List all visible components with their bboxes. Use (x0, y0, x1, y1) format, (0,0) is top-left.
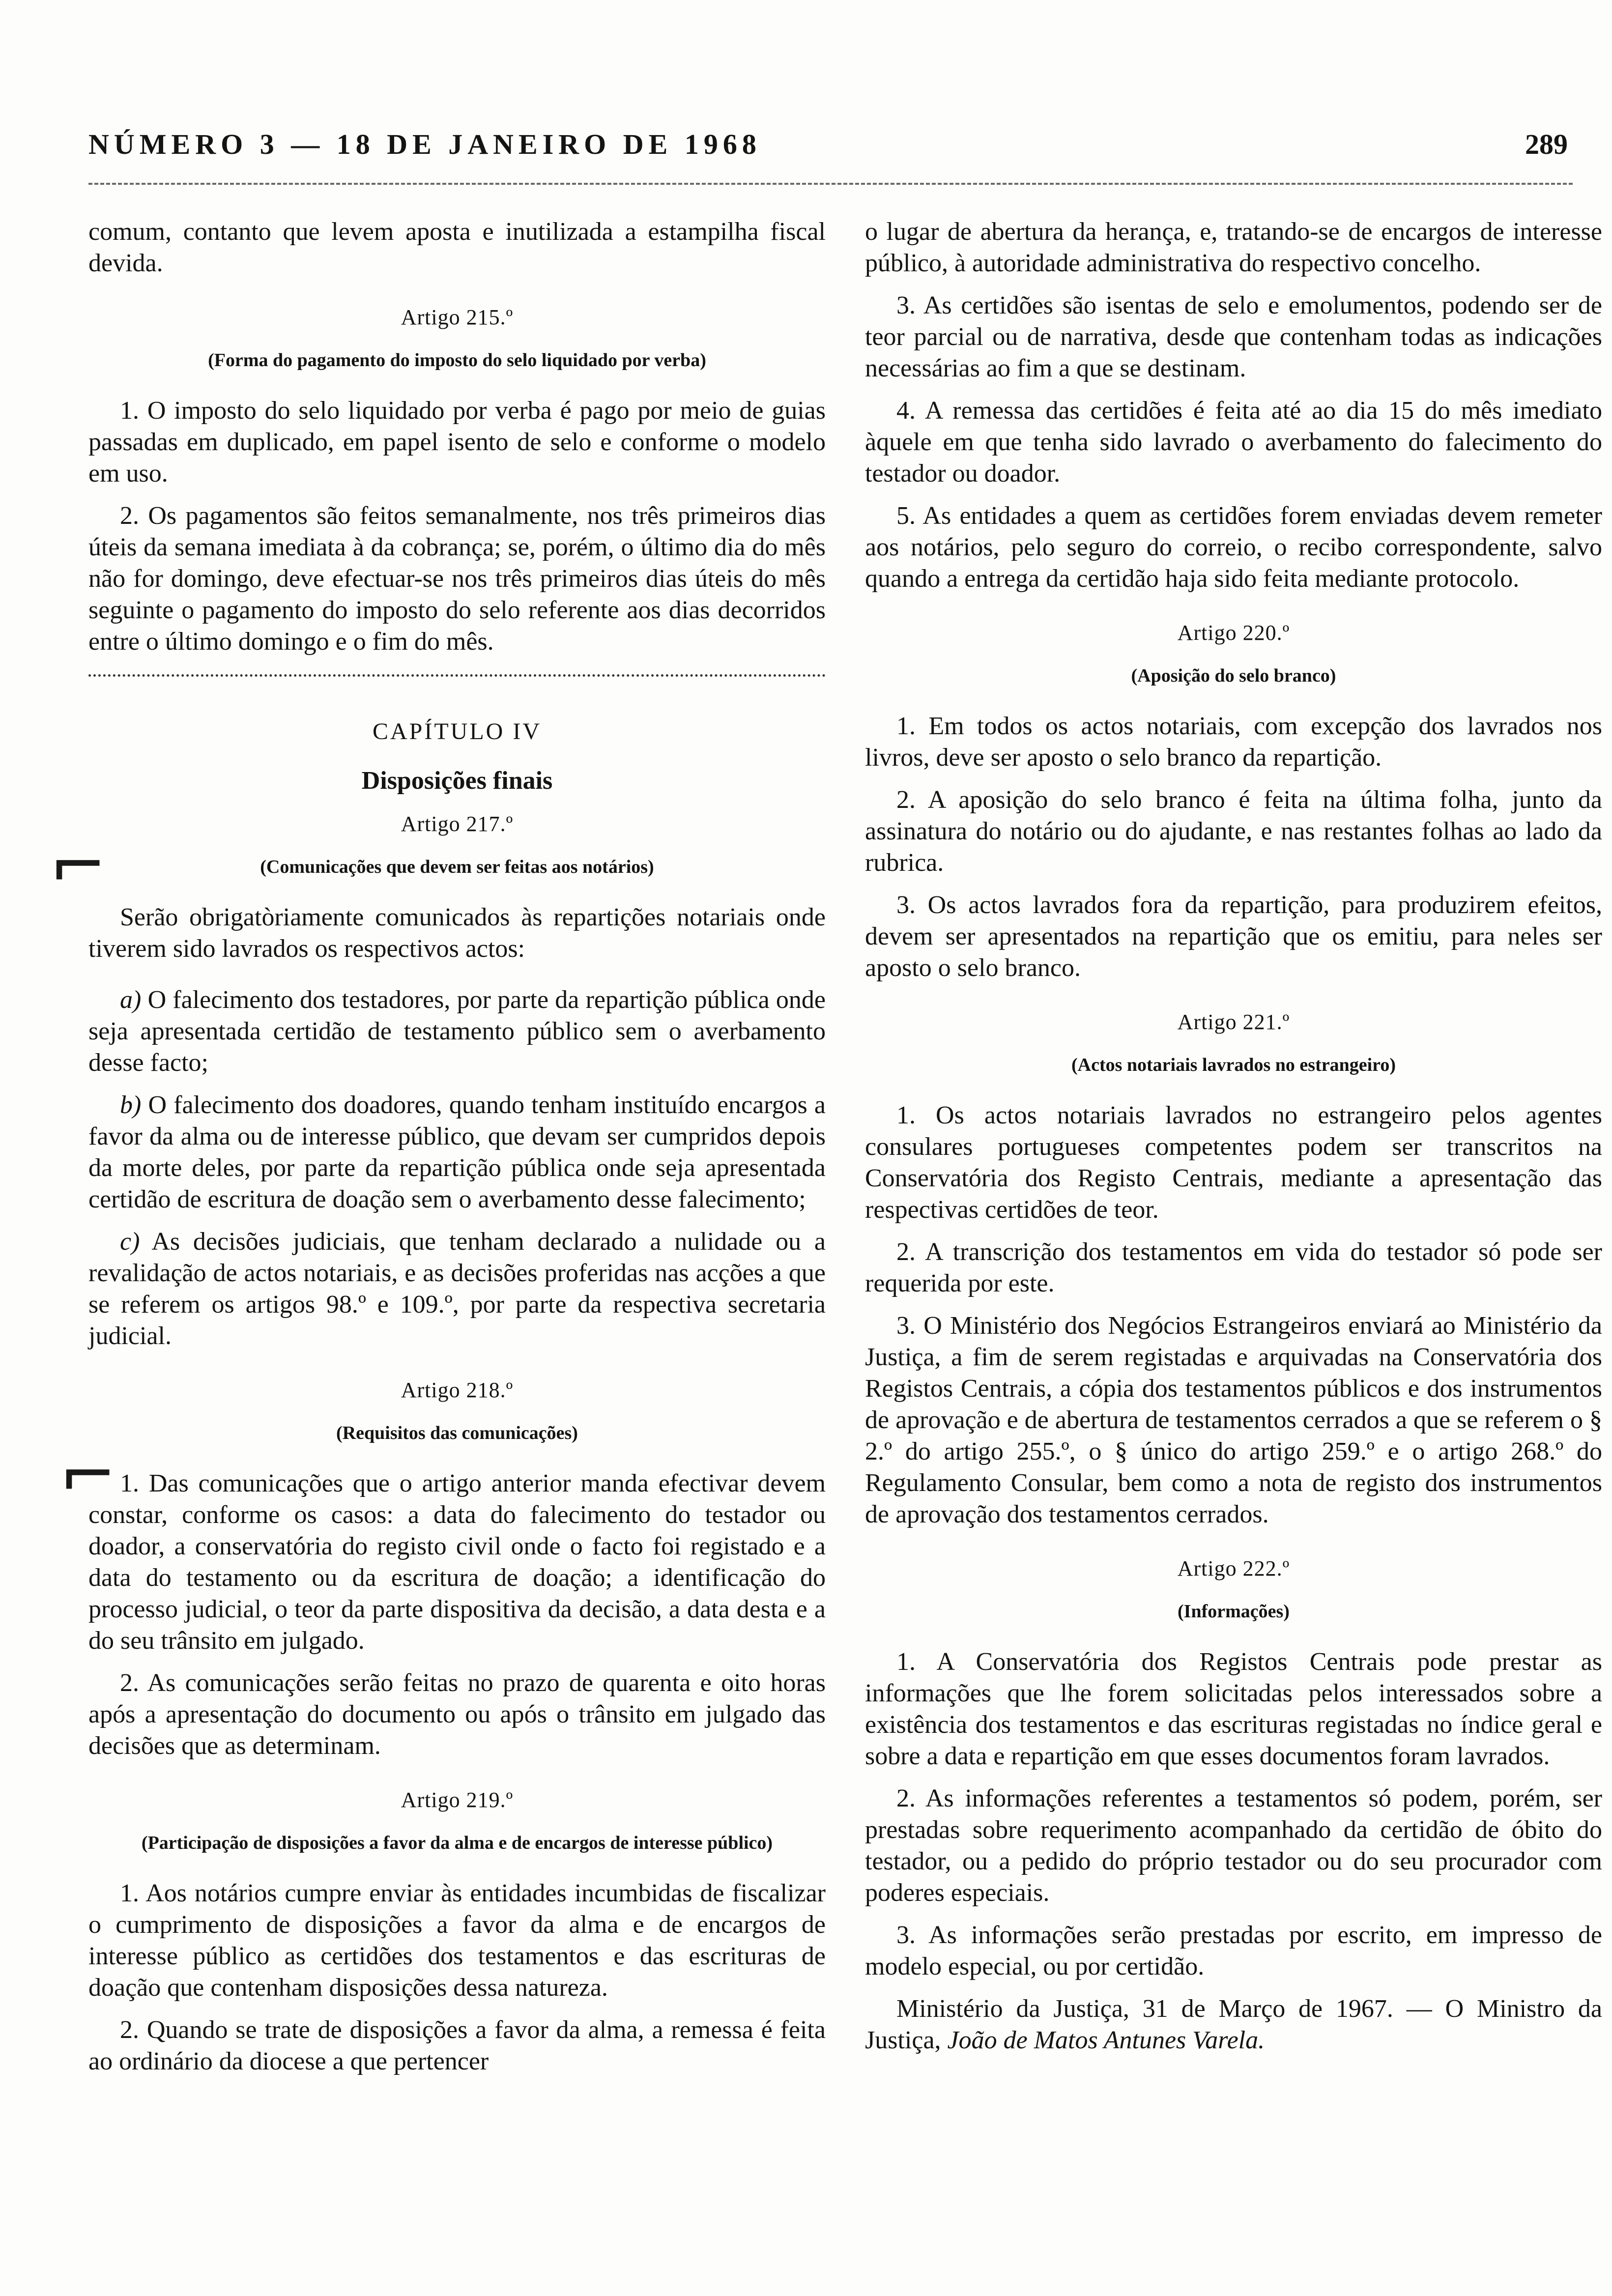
article-221-paragraph-1: 1. Os actos notariais lavrados no estrangeiro pelos agentes consulares portugueses competentes podem ser transcritos na Conservatória dos Registo Centrais, mediante a apresentação das respectivas certidões de teor. (865, 1101, 1602, 1224)
article-221-subtitle: (Actos notariais lavrados no estrangeiro) (1071, 1055, 1396, 1075)
article-215-label: Artigo 215.º (401, 305, 514, 329)
article-221-label: Artigo 221.º (1177, 1010, 1290, 1034)
article-219-subtitle: (Participação de disposições a favor da alma e de encargos de interesse público) (141, 1833, 773, 1853)
article-218-label: Artigo 218.º (401, 1378, 514, 1402)
margin-bracket-mark-icon: ⌐ (59, 1435, 117, 1515)
article-219-paragraph-4: 4. A remessa das certidões é feita até ao dia 15 do mês imediato àquele em que tenha sido lavrado o averbamento do falecimento do testador ou doador. (865, 397, 1602, 488)
article-217-item-c (88, 1226, 826, 1352)
article-218-paragraph-2: 2. As comunicações serão feitas no prazo de quarenta e oito horas após a apresentação do documento ou após o trânsito em julgado das decisões que as determinam. (88, 1669, 826, 1760)
item-c-text: As decisões judiciais, que tenham declarado a nulidade ou a revalidação de actos notariais, e as decisões proferidas nas acções a que se referem os artigos 98.º e 109.º, por parte da respectiva secretaria judicial. (88, 1228, 826, 1350)
article-222-paragraph-3: 3. As informações serão prestadas por escrito, em impresso de modelo especial, ou por certidão. (865, 1921, 1602, 1980)
article-215-subtitle: (Forma do pagamento do imposto do selo liquidado por verba) (208, 350, 706, 371)
header-rule (88, 183, 1573, 185)
continued-paragraph-right: o lugar de abertura da herança, e, tratando-se de encargos de interesse público, à autoridade administrativa do respectivo concelho. (865, 218, 1602, 277)
page-number: 289 (1525, 128, 1568, 160)
article-217-item-a (88, 984, 826, 1079)
article-219-paragraph-3: 3. As certidões são isentas de selo e emolumentos, podendo ser de teor parcial ou de narrativa, desde que contenham todas as indicações necessárias ao fim a que se destinam. (865, 291, 1602, 382)
item-b-label: b) (120, 1091, 142, 1119)
article-222-paragraph-2: 2. As informações referentes a testamentos só podem, porém, ser prestadas sobre requerimento acompanhado da certidão de óbito do testador, ou a pedido do próprio testador ou do seu procurador com poderes especiais. (865, 1784, 1602, 1907)
signature-block (865, 1993, 1602, 2056)
right-column (865, 216, 1602, 2067)
item-a-text: O falecimento dos testadores, por parte da repartição pública onde seja apresentada certidão de testamento público sem o averbamento desse facto; (88, 986, 826, 1077)
article-220-subtitle: (Aposição do selo branco) (1131, 665, 1336, 686)
article-217-item-b (88, 1090, 826, 1215)
page-header (88, 128, 1573, 172)
article-219-label: Artigo 219.º (401, 1788, 514, 1812)
article-221-paragraph-3: 3. O Ministério dos Negócios Estrangeiros enviará ao Ministério da Justiça, a fim de serem registadas e arquivadas na Conservatória dos Registos Centrais, a cópia dos testamentos públicos e dos instrumentos de aprovação e de abertura de testamentos cerrados a que se referem o § 2.º do artigo 255.º, o § único do artigo 259.º e o artigo 268.º do Regulamento Consular, bem como a nota de registo dos instrumentos de aprovação dos testamentos cerrados. (865, 1312, 1603, 1528)
article-217-label: Artigo 217.º (401, 812, 514, 836)
article-222-subtitle: (Informações) (1178, 1601, 1290, 1622)
signature-text: Ministério da Justiça, 31 de Março de 1967. — O Ministro da Justiça, (865, 1995, 1602, 2054)
article-220-label: Artigo 220.º (1177, 621, 1290, 645)
article-222-label: Artigo 222.º (1177, 1556, 1290, 1580)
article-218-subtitle: (Requisitos das comunicações) (336, 1423, 578, 1443)
article-220-paragraph-2: 2. A aposição do selo branco é feita na última folha, junto da assinatura do notário ou do ajudante, e nas restantes folhas ao lado da rubrica. (865, 786, 1602, 877)
article-218-paragraph-1: 1. Das comunicações que o artigo anterior manda efectivar devem constar, conforme os casos: a data do falecimento do testador ou doador, a conservatória do registo civil onde o facto foi registado e a data do testamento ou da escritura de doação; a identificação do processo judicial, o teor da parte dispositiva da decisão, a data desta e a do seu trânsito em julgado. (88, 1469, 826, 1655)
article-220-paragraph-1: 1. Em todos os actos notariais, com excepção dos lavrados nos livros, deve ser aposto o selo branco da repartição. (865, 712, 1602, 772)
signature-name: João de Matos Antunes Varela. (947, 2026, 1265, 2054)
article-219-paragraph-1: 1. Aos notários cumpre enviar às entidades incumbidas de fiscalizar o cumprimento de disposições a favor da alma e de encargos de interesse público as certidões dos testamentos e das escrituras de doação que contenham disposições dessa natureza. (88, 1879, 826, 2002)
continued-paragraph: comum, contanto que levem aposta e inutilizada a estampilha fiscal devida. (88, 218, 826, 277)
header-title: NÚMERO 3 — 18 DE JANEIRO DE 1968 (88, 128, 761, 160)
item-c-label: c) (120, 1228, 140, 1256)
article-217-intro: Serão obrigatòriamente comunicados às repartições notariais onde tiverem sido lavrados os respectivos actos: (88, 903, 826, 963)
chapter-label: CAPÍTULO IV (373, 718, 542, 745)
article-222-paragraph-1: 1. A Conservatória dos Registos Centrais pode prestar as informações que lhe forem solicitadas pelos interessados sobre a existência dos testamentos e das escrituras registadas no índice geral e sobre a data e repartição em que esses documentos foram lavrados. (865, 1648, 1602, 1770)
dotted-separator (88, 674, 826, 677)
article-215-paragraph-2: 2. Os pagamentos são feitos semanalmente, nos três primeiros dias úteis da semana imediata à da cobrança; se, porém, o último dia do mês não for domingo, deve efectuar-se nos três primeiros dias úteis do mês seguinte o pagamento do imposto do selo referente aos dias decorridos entre o último domingo e o fim do mês. (88, 502, 826, 656)
article-217-subtitle: (Comunicações que devem ser feitas aos notários) (260, 857, 654, 877)
chapter-title: Disposições finais (361, 767, 553, 795)
margin-bracket-mark-icon: ⌐ (49, 826, 107, 906)
article-221-paragraph-2: 2. A transcrição dos testamentos em vida do testador só pode ser requerida por este. (865, 1238, 1602, 1297)
article-219-paragraph-5: 5. As entidades a quem as certidões forem enviadas devem remeter aos notários, pelo seguro do correio, o recibo correspondente, salvo quando a entrega da certidão haja sido feita mediante protocolo. (865, 502, 1602, 593)
left-column (88, 216, 826, 2088)
item-a-label: a) (120, 986, 142, 1014)
article-219-paragraph-2: 2. Quando se trate de disposições a favor da alma, a remessa é feita ao ordinário da diocese a que pertencer (88, 2016, 826, 2075)
item-b-text: O falecimento dos doadores, quando tenham instituído encargos a favor da alma ou de interesse público, que devam ser cumpridos depois da morte deles, por parte da repartição pública onde seja apresentada certidão de escritura de doação sem o averbamento desse falecimento; (88, 1091, 826, 1213)
article-215-paragraph-1: 1. O imposto do selo liquidado por verba é pago por meio de guias passadas em duplicado, em papel isento de selo e conforme o modelo em uso. (88, 397, 826, 488)
article-220-paragraph-3: 3. Os actos lavrados fora da repartição, para produzirem efeitos, devem ser apresentados na repartição que os emitiu, para neles ser aposto o selo branco. (865, 891, 1602, 982)
